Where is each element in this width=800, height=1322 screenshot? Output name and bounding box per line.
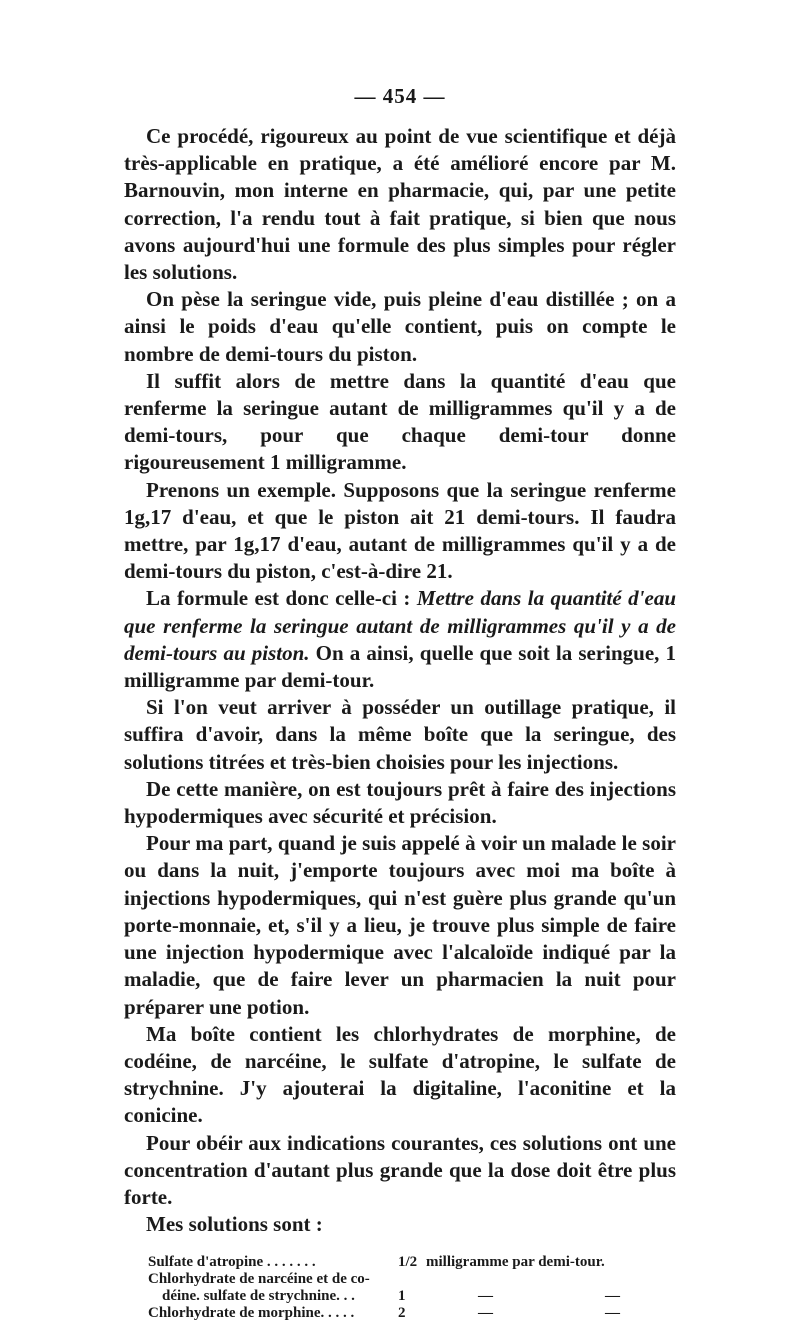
ditto-mark: — — [605, 1288, 620, 1305]
paragraph: Ce procédé, rigoureux au point de vue scientifique et déjà très-applicable en pratique, a été amélioré encore par M. Barnouvin, mon interne en pharmacie, qui, par une petite correction, l'a rendu tout à fait pratique, si bien que nous avons aujourd'hui une formule des plus simples pour régler les solutions. — [124, 124, 676, 285]
solution-name-line: Chlorhydrate de narcéine et de co- — [148, 1271, 370, 1288]
paragraph: On pèse la seringue vide, puis pleine d'eau distillée ; on a ainsi le poids d'eau qu'elle contient, puis on compte le nombre de demi-tours du piston. — [124, 287, 676, 366]
solution-quantity: 2 — [398, 1305, 406, 1322]
solution-name — [124, 1254, 398, 1271]
solution-name-line: Chlorhydrate de morphine. . . . . — [148, 1305, 355, 1322]
solution-unit: milligramme par demi-tour. — [426, 1254, 605, 1271]
paragraph: Mes solutions sont : — [146, 1212, 323, 1237]
solution-unit — [422, 1305, 676, 1322]
paragraph: Pour obéir aux indications courantes, ces solutions ont une concentration d'autant plus grande que la dose doit être plus forte. — [124, 1130, 676, 1209]
solution-unit — [422, 1288, 676, 1305]
book-page — [124, 84, 676, 1322]
paragraph: De cette manière, on est toujours prêt à faire des injections hypodermiques avec sécurité et précision. — [124, 776, 676, 829]
solution-name-line: déine. sulfate de strychnine. . . — [162, 1288, 355, 1305]
paragraph: Ma boîte contient les chlorhydrates de morphine, de codéine, de narcéine, le sulfate d'atropine, le sulfate de strychnine. J'y ajouterai la digitaline, l'aconitine et la conicine. — [124, 1021, 676, 1128]
solution-name-line: Sulfate d'atropine . . . . . . . — [148, 1254, 316, 1271]
solution-quantity: 1/2 — [398, 1254, 418, 1271]
solution-name — [124, 1271, 398, 1305]
paragraph: Si l'on veut arriver à posséder un outillage pratique, il suffira d'avoir, dans la même boîte que la seringue, des solutions titrées et très-bien choisies pour les injections. — [124, 695, 676, 774]
page-number: — 454 — — [354, 84, 446, 108]
formula-tail: On a ainsi, quelle que soit la seringue, 1 milligramme par demi-tour. — [124, 640, 677, 693]
paragraph: Prenons un exemple. Supposons que la seringue renferme 1g,17 d'eau, et que le piston ait 21 demi-tours. Il faudra mettre, par 1g,17 d'eau, autant de milligrammes qu'il y a de demi-tours du piston, c'est-à-dire 21. — [124, 477, 676, 584]
ditto-mark: — — [478, 1305, 493, 1322]
ditto-mark: — — [478, 1288, 493, 1305]
solution-row — [124, 1254, 676, 1271]
paragraph: Il suffit alors de mettre dans la quantité d'eau que renferme la seringue autant de milligrammes qu'il y a de demi-tours, pour que chaque demi-tour donne rigoureusement 1 milligramme. — [124, 368, 676, 475]
formula-paragraph — [124, 585, 676, 694]
solution-row — [124, 1271, 676, 1305]
paragraph: Pour ma part, quand je suis appelé à voir un malade le soir ou dans la nuit, j'emporte toujours avec moi ma boîte à injections hypodermiques, qui n'est guère plus grande qu'un porte-monnaie, et, s'il y a lieu, je trouve plus simple de faire une injection hypodermique avec l'alcaloïde indiqué par la maladie, que de faire lever un pharmacien la nuit pour préparer une potion. — [124, 831, 676, 1019]
solution-name — [124, 1305, 398, 1322]
solution-quantity: 1 — [398, 1288, 406, 1305]
solutions-table — [124, 1254, 676, 1322]
ditto-mark: — — [605, 1305, 620, 1322]
formula-lead: La formule est donc celle-ci : — [146, 586, 417, 611]
formula-emphasis: Mettre dans la quantité d'eau que renferme la seringue autant de milligrammes qu'il y a de demi-tours au piston. — [124, 586, 677, 665]
solution-row — [124, 1305, 676, 1322]
